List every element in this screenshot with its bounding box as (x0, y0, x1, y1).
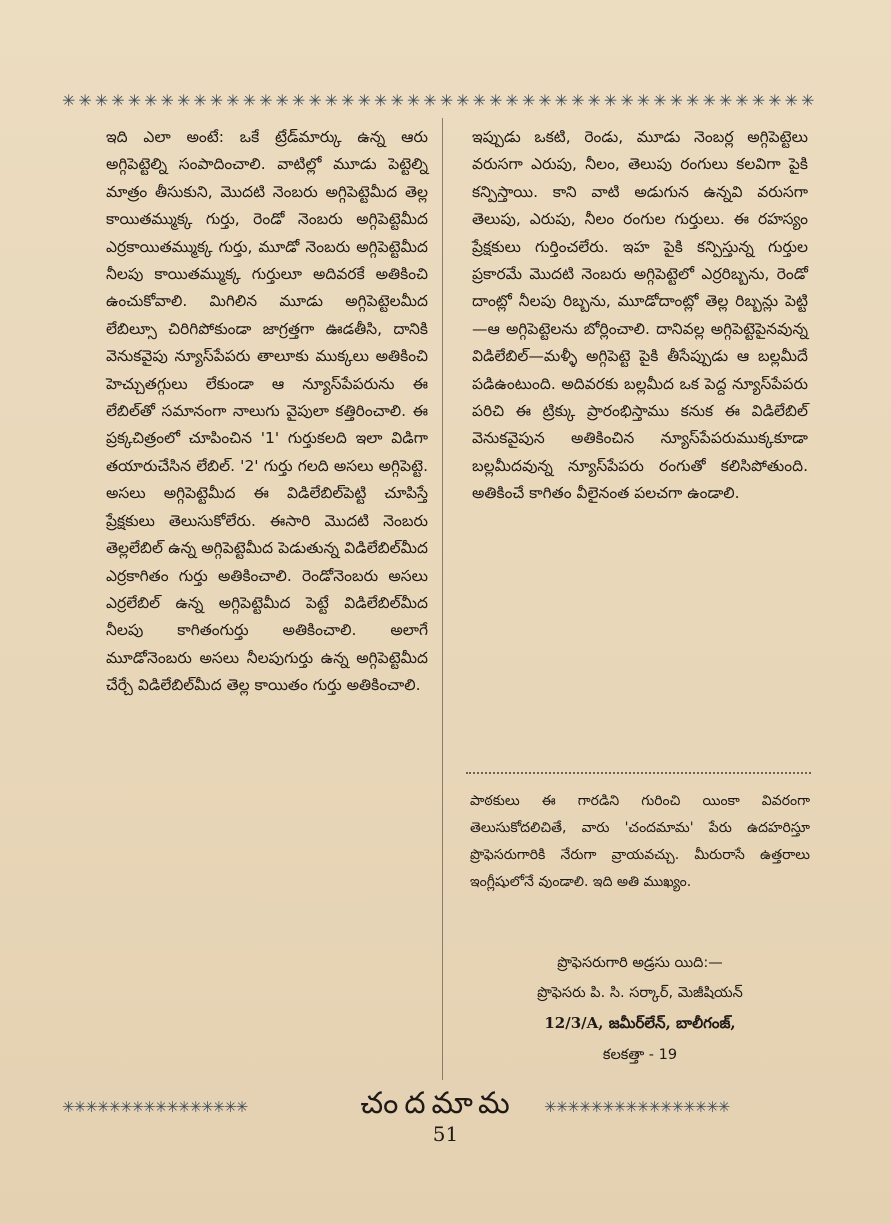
ornament-star-icon: ✳ (78, 92, 91, 110)
column-divider (442, 118, 443, 1080)
ornament-star-icon: ✳ (768, 92, 781, 110)
ornament-star-icon: ✳ (488, 92, 502, 110)
ornament-star-icon: ✳ (127, 92, 141, 110)
ornament-star-icon: ✳ (472, 92, 485, 110)
ornament-star-icon: ✳ (275, 92, 288, 110)
ornament-star-icon: ✳ (554, 92, 568, 110)
ornament-star-icon: ✳ (578, 1098, 591, 1116)
ornament-star-icon: ✳ (625, 1098, 637, 1116)
ornament-star-icon: ✳ (119, 1098, 132, 1116)
ornament-star-icon: ✳ (259, 92, 272, 110)
ornament-star-icon: ✳ (96, 1098, 109, 1116)
ornament-star-icon: ✳ (131, 1098, 144, 1116)
ornament-star-icon: ✳ (209, 92, 223, 110)
ornament-star-icon: ✳ (160, 92, 173, 110)
ornament-star-icon: ✳ (341, 92, 354, 110)
ornament-star-icon: ✳ (242, 92, 256, 110)
ornament-star-icon: ✳ (702, 92, 715, 110)
ornament-star-icon: ✳ (538, 92, 551, 110)
ornament-star-icon: ✳ (718, 92, 732, 110)
ornament-star-icon: ✳ (176, 92, 190, 110)
ornament-star-icon: ✳ (555, 1098, 568, 1116)
ornament-star-icon: ✳ (193, 92, 206, 110)
footer-banner (62, 1086, 814, 1124)
ornament-star-icon: ✳ (144, 92, 157, 110)
ornament-star-icon: ✳ (659, 1098, 672, 1116)
ornament-star-icon: ✳ (189, 1098, 201, 1116)
ornament-star-icon: ✳ (686, 92, 699, 110)
address-street: 12/3/A, జమీర్‌లేన్, బాలీగంజ్, (544, 1014, 736, 1032)
ornament-star-icon: ✳ (374, 92, 387, 110)
ornament-star-icon: ✳ (735, 92, 748, 110)
ornament-star-icon: ✳ (224, 1098, 236, 1116)
left-column (106, 124, 428, 700)
ornament-star-icon: ✳ (601, 1098, 614, 1116)
ornament-star-icon: ✳ (291, 92, 305, 110)
ornament-star-icon: ✳ (669, 92, 683, 110)
reader-notice-text: పాఠకులు ఈ గారడిని గురించి యింకా వివరంగా తెలుసుకోదలిచితే, వారు 'చందమామ' పేరు ఉదహరిస్తూ ప్రొఫెసరుగారికి నేరుగా వ్రాయవచ్చు. మీరురాసే ఉత్తరాలు ఇంగ్లీషులోనే వుండాలి. ఇది అతి ముఖ్యం. (470, 793, 810, 890)
address-city: కలకత్తా - 19 (602, 1047, 678, 1063)
ornament-star-icon: ✳ (200, 1098, 213, 1116)
ornament-star-icon: ✳ (671, 1098, 683, 1116)
left-column-text: ఇది ఎలా అంటే: ఒకే ట్రేడ్‌మార్కు ఉన్న ఆరు అగ్గిపెట్టెల్ని సంపాదించాలి. వాటిల్లో మూడు పెట్టెల్ని మాత్రం తీసుకుని, మొదటి నెంబరు అగ్గిపెట్టెమీద తెల్ల కాయితమ్ముక్క గుర్తు, రెండో నెంబరు అగ్గిపెట్టెమీద ఎర్రకాయితమ్ముక్క గుర్తు, మూడో నెంబరు అగ్గిపెట్టెమీద నీలపు కాయితమ్ముక్క గుర్తులూ అదివరకే అతికించి ఉంచుకోవాలి. మిగిలిన మూడు అగ్గిపెట్టెలమీద లేబిల్సూ చిరిగిపోకుండా జాగ్రత్తగా ఊడతీసి, దానికి వెనుకవైపు న్యూస్‌పేపరు తాలూకు ముక్కలు అతికించి హెచ్చుతగ్గులు లేకుండా ఆ న్యూస్‌పేపరును ఈ లేబిల్‌తో సమానంగా నాలుగు వైపులా కత్తిరించాలి. ఈ ప్రక్కచిత్రంలో చూపించిన '1' గుర్తుకలది ఇలా విడిగా తయారుచేసిన లేబిల్. '2' గుర్తు గలది అసలు అగ్గిపెట్టె. అసలు అగ్గిపెట్టెమీద ఈ విడిలేబిల్‌పెట్టి చూపిస్తే ప్రేక్షకులు తెలుసుకోలేరు. ఈసారి మొదటి నెంబరు తెల్లలేబిల్ ఉన్న అగ్గిపెట్టెమీద పెడుతున్న విడిలేబిల్‌మీద ఎర్రకాగితం గుర్తు అతికించాలి. రెండోనెంబరు అసలు ఎర్రలేబిల్ ఉన్న అగ్గిపెట్టెమీద పెట్టే విడిలేబిల్‌మీద నీలపు కాగితంగుర్తు అతికించాలి. అలాగే మూడోనెంబరు అసలు నీలపుగుర్తు ఉన్న అగ్గిపెట్టెమీద చేర్చే విడిలేబిల్‌మీద తెల్ల కాయితం గుర్తు అతికించాలి. (106, 128, 428, 695)
ornament-star-icon: ✳ (406, 92, 420, 110)
ornament-star-icon: ✳ (390, 92, 403, 110)
footer-ornament-right (544, 1098, 814, 1116)
ornament-star-icon: ✳ (706, 1098, 718, 1116)
ornament-star-icon: ✳ (308, 92, 321, 110)
page-number: 51 (432, 1122, 459, 1146)
ornament-star-icon: ✳ (682, 1098, 695, 1116)
ornament-star-icon: ✳ (423, 92, 436, 110)
ornament-star-icon: ✳ (111, 92, 124, 110)
ornament-star-icon: ✳ (62, 92, 75, 110)
right-column-text: ఇప్పుడు ఒకటి, రెండు, మూడు నెంబర్ల అగ్గిపెట్టెలు వరుసగా ఎరుపు, నీలం, తెలుపు రంగులు కలవిగా పైకి కన్పిస్తాయి. కాని వాటి అడుగున ఉన్నవి వరుసగా తెలుపు, ఎరుపు, నీలం రంగుల గుర్తులు. ఈ రహస్యం ప్రేక్షకులు గుర్తించలేరు. ఇహ పైకి కన్పిస్తున్న గుర్తుల ప్రకారమే మొదటి నెంబరు అగ్గిపెట్టెలో ఎర్రరిబ్బను, రెండో దాంట్లో నీలపు రిబ్బను, మూడోదాంట్లో తెల్ల రిబ్బన్లు పెట్టి—ఆ అగ్గిపెట్టెలను బోర్లించాలి. దానివల్ల అగ్గిపెట్టెపైనవున్న విడిలేబిల్—మళ్ళీ అగ్గిపెట్టె పైకి తీసేప్పుడు ఆ బల్లమీదే పడిఉంటుంది. అదివరకు బల్లమీద ఒక పెద్ద న్యూస్‌పేపరు పరిచి ఈ ట్రిక్కు ప్రారంభిస్తాము కనుక ఈ విడిలేబిల్ వెనుకవైపున అతికించిన న్యూస్‌పేపరుముక్కకూడా బల్లమీదవున్న న్యూస్‌పేపరు రంగుతో కలిసిపోతుంది. అతికించే కాగితం వీలైనంత పలచగా ఉండాలి. (472, 128, 808, 503)
ornament-star-icon: ✳ (439, 92, 453, 110)
ornament-star-icon: ✳ (590, 1098, 602, 1116)
right-column (472, 124, 808, 508)
ornament-star-icon: ✳ (357, 92, 370, 110)
ornament-star-icon: ✳ (587, 92, 600, 110)
ornament-star-icon: ✳ (694, 1098, 707, 1116)
ornament-star-icon: ✳ (521, 92, 535, 110)
ornament-star-icon: ✳ (571, 92, 584, 110)
ornament-star-icon: ✳ (456, 92, 469, 110)
ornament-star-icon: ✳ (620, 92, 633, 110)
ornament-star-icon: ✳ (85, 1098, 97, 1116)
ornament-star-icon: ✳ (62, 1098, 74, 1116)
ornament-star-icon: ✳ (717, 1098, 730, 1116)
magazine-title: చందమామ (360, 1086, 516, 1121)
ornament-star-icon: ✳ (212, 1098, 225, 1116)
reader-notice (470, 788, 810, 896)
ornament-star-icon: ✳ (800, 92, 814, 110)
ornament-star-icon: ✳ (226, 92, 239, 110)
ornament-star-icon: ✳ (94, 92, 108, 110)
address-intro: ప్రొఫెసరుగారి అడ్రసు యిది:— (557, 955, 723, 971)
top-ornament-border (62, 92, 814, 110)
ornament-star-icon: ✳ (544, 1098, 556, 1116)
ornament-star-icon: ✳ (324, 92, 338, 110)
ornament-star-icon: ✳ (636, 92, 650, 110)
address-name: ప్రొఫెసరు పి. సి. సర్కార్, మెజీషియన్ (537, 985, 743, 1001)
notice-separator (466, 772, 811, 774)
ornament-star-icon: ✳ (653, 92, 666, 110)
ornament-star-icon: ✳ (505, 92, 518, 110)
ornament-star-icon: ✳ (613, 1098, 626, 1116)
ornament-star-icon: ✳ (154, 1098, 167, 1116)
ornament-star-icon: ✳ (784, 92, 797, 110)
ornament-star-icon: ✳ (751, 92, 765, 110)
ornament-star-icon: ✳ (235, 1098, 248, 1116)
ornament-star-icon: ✳ (73, 1098, 86, 1116)
ornament-star-icon: ✳ (567, 1098, 579, 1116)
ornament-star-icon: ✳ (636, 1098, 649, 1116)
ornament-star-icon: ✳ (166, 1098, 178, 1116)
ornament-star-icon: ✳ (108, 1098, 120, 1116)
ornament-star-icon: ✳ (603, 92, 617, 110)
footer-ornament-left (62, 1098, 332, 1116)
ornament-star-icon: ✳ (648, 1098, 660, 1116)
ornament-star-icon: ✳ (177, 1098, 190, 1116)
ornament-star-icon: ✳ (143, 1098, 155, 1116)
